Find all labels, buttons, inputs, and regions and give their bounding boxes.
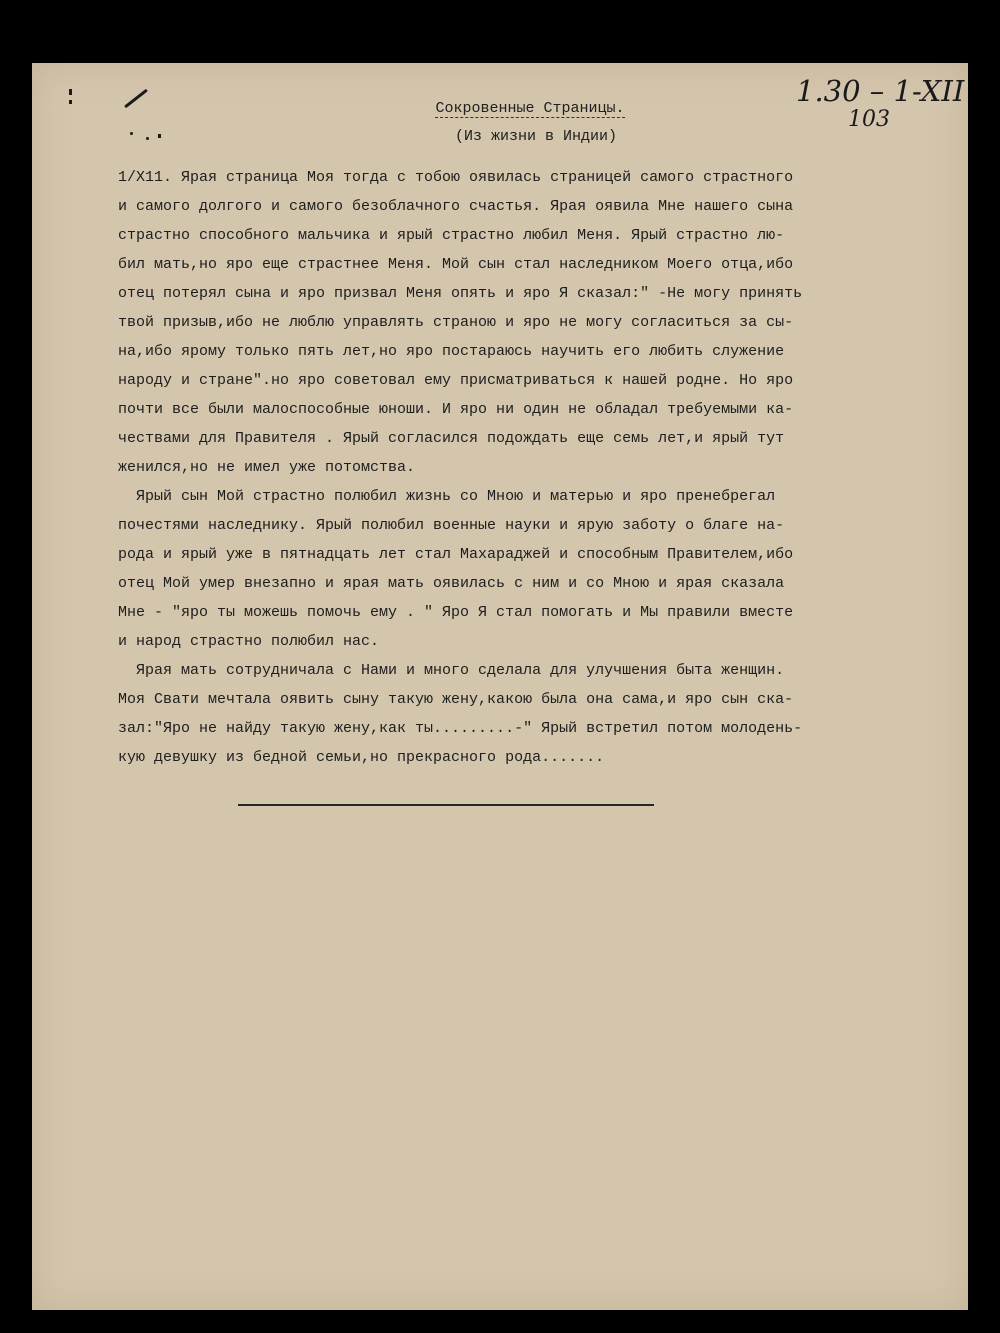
text-line: Ярый сын Мой страстно полюбил жизнь со Мною и матерью и яро пренебрегал [118, 488, 776, 505]
typed-body-text [118, 163, 944, 772]
text-line: рода и ярый уже в пятнадцать лет стал Махараджей и способным Правителем,ибо [118, 546, 794, 563]
handwritten-page-number: 103 [848, 107, 890, 132]
text-line: 1/X11. Ярая страница Моя тогда с тобою оявилась страницей самого страстного [118, 169, 794, 186]
text-line: твой призыв,ибо не люблю управлять страною и яро не могу согласиться за сы- [118, 314, 794, 331]
document-title: Сокровенные Страницы. [435, 100, 625, 117]
handwritten-date-note: 1.30 – 1-XII [796, 74, 965, 108]
document-subtitle: (Из жизни в Индии) [454, 128, 618, 145]
text-line: Моя Свати мечтала оявить сыну такую жену,какою была она сама,и яро сын ска- [118, 691, 794, 708]
text-line: чествами для Правителя . Ярый согласился подождать еще семь лет,и ярый тут [118, 430, 785, 447]
text-line: почестями наследнику. Ярый полюбил военные науки и ярую заботу о благе на- [118, 517, 785, 534]
text-line: народу и стране".но яро советовал ему присматриваться к нашей родне. Но яро [118, 372, 794, 389]
text-line: страстно способного мальчика и ярый страстно любил Меня. Ярый страстно лю- [118, 227, 785, 244]
text-line: и самого долгого и самого безоблачного счастья. Ярая оявила Мне нашего сына [118, 198, 794, 215]
text-line: Ярая мать сотрудничала с Нами и много сделала для улучшения быта женщин. [118, 662, 785, 679]
text-line: женился,но не имел уже потомства. [118, 459, 416, 476]
text-line: на,ибо ярому только пять лет,но яро постараюсь научить его любить служение [118, 343, 785, 360]
text-line: отец Мой умер внезапно и ярая мать оявилась с ним и со Мною и ярая сказала [118, 575, 785, 592]
text-line: кую девушку из бедной семьи,но прекрасного рода....... [118, 749, 605, 766]
text-line: зал:"Яро не найду такую жену,как ты.........-" Ярый встретил потом молодень- [118, 720, 803, 737]
text-line: почти все были малоспособные юноши. И яро ни один не обладал требуемыми ка- [118, 401, 794, 418]
document-title-row [62, 101, 998, 116]
text-line: Мне - "яро ты можешь помочь ему . " Яро Я стал помогать и Мы правили вместе [118, 604, 794, 621]
text-line: бил мать,но яро еще страстнее Меня. Мой сын стал наследником Моего отца,ибо [118, 256, 794, 273]
closing-divider-line [238, 804, 654, 806]
ink-mark [69, 89, 72, 95]
text-line: и народ страстно полюбил нас. [118, 633, 380, 650]
document-page [32, 63, 968, 1310]
text-line: отец потерял сына и яро призвал Меня опять и яро Я сказал:" -Не могу принять [118, 285, 803, 302]
